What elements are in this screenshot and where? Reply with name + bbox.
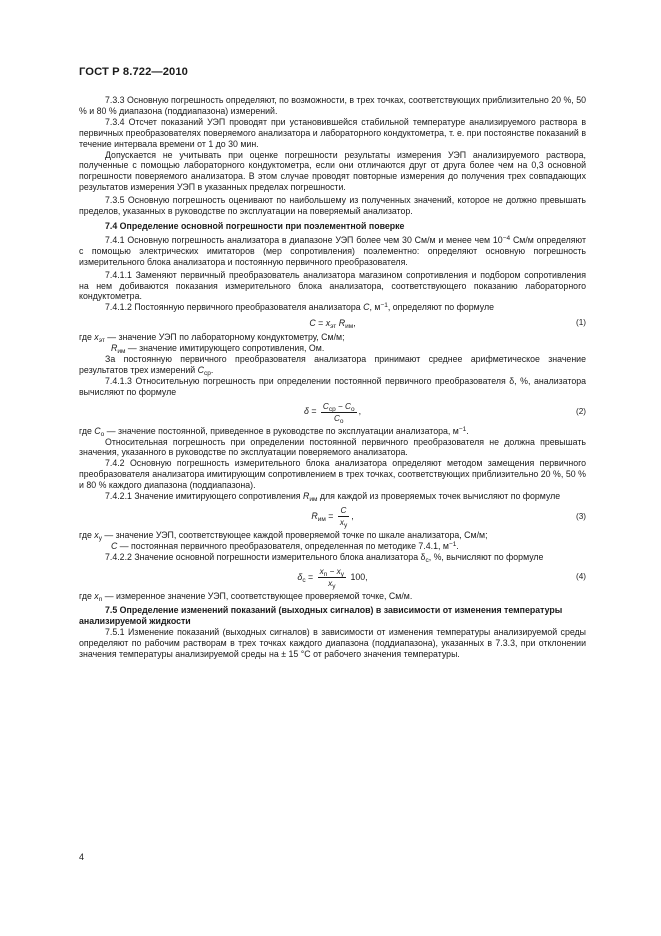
where-1: где $x_{эт}$ — значение УЭП по лабораторному кондуктометру, См/м; — [79, 332, 345, 345]
paragraph-7-3-5: 7.3.5 Основную погрешность оценивают по наибольшему из полученных значений, которое не должно превышать пределов, указанных в руководстве по эксплуатации на поверяемый анализатор. — [79, 195, 586, 217]
paragraph-7-4-1-1: 7.4.1.1 Заменяют первичный преобразователь анализатора магазином сопротивления и подбором сопротивления на нем добиваются показания измерительного блока анализатора, соответствующего показанию лабораторного кондуктометра. — [79, 269, 586, 302]
formula-number: (4) — [575, 572, 586, 582]
where-1b: $R_{им}$ — значение имитирующего сопротивления, Ом. — [111, 343, 325, 356]
where-3: где $x_y$ — значение УЭП, соответствующее каждой проверяемой точке по шкале анализатора, См/м; — [79, 530, 488, 542]
document-body — [79, 95, 586, 660]
paragraph-7-3-3: 7.3.3 Основную погрешность определяют, по возможности, в трех точках, соответствующих приблизительно 20 %, 50 % и 80 % диапазона (поддиапазона) измерений. — [79, 95, 586, 116]
paragraph-7-3-4: 7.3.4 Отсчет показаний УЭП проводят при установившейся стабильной температуре анализируемого раствора в первичных преобразователях поверяемого анализатора и лабораторного кондуктометра, т. е. при постоянстве показаний в течение интервала времени от 1 до 30 мин. — [79, 116, 586, 149]
where-2: где $C_о$ — значение постоянной, приведенное в руководстве по эксплуатации анализатора, $м^{-1}$. — [79, 425, 469, 438]
paragraph-7-4-1-3: 7.4.1.3 Относительную погрешность при определении постоянной первичного преобразователя δ, %, анализатора вычисляют по формуле — [79, 375, 586, 397]
formula-3: $R_{им}$ = $\frac{C}{x_y}$ , (3) — [311, 506, 586, 529]
where-4: где $x_n$ — измеренное значение УЭП, соответствующее проверяемой точке, См/м. — [79, 590, 413, 603]
page-number: 4 — [79, 852, 85, 862]
formula-1: $C = x_{эт}$ $R_{им}$, (1) — [309, 318, 586, 331]
heading-7-4: 7.4 Определение основной погрешности при поэлементной поверке — [105, 220, 405, 231]
paragraph-7-5-1: 7.5.1 Изменение показаний (выходных сигналов) в зависимости от изменения температуры анализируемой среды определяют по рабочим растворам в трех точках каждого диапазона (поддиапазона), указанных в 7.3.3, при отклонении значения температуры анализируемой среды на ± 15 °С от рабочего значения температуры. — [79, 627, 586, 660]
document-header: ГОСТ Р 8.722—2010 — [79, 66, 188, 78]
formula-2: δ = $\frac{C_{ср} - C_о}{C_о}$ , (2) — [303, 401, 586, 425]
where-3b: C — постоянная первичного преобразователя, определенная по методике 7.4.1, $м^{-1}$. — [111, 540, 459, 551]
paragraph-7-3-4-note: Допускается не учитывать при оценке погрешности результаты измерения УЭП анализируемого раствора, полученные с помощью лабораторного кондуктометра, если они отличаются друг от друга более чем на 0,3 основной погрешности поверяемого анализатора. В этом случае проводят повторные измерения до получения трех совпадающих результатов измерения УЭП в указанных пределах погрешности. — [79, 149, 586, 193]
paragraph-7-4-1: 7.4.1 Основную погрешность анализатора в диапазоне УЭП более чем 30 См/м и менее чем $10^{-4}$ См/м определяют с помощью электрических имитаторов (мер сопротивления) поэлементно: определяют основную погрешность измерительного блока анализатора и постоянную первичного преобразователя. — [79, 234, 586, 267]
formula-4: $\delta_с$ = $\frac{x_n - x_y}{x_y}$ 100, (4) — [297, 566, 586, 590]
heading-7-5: 7.5 Определение изменений показаний (выходных сигналов) в зависимости от изменения температуры анализируемой жидкости — [79, 604, 563, 626]
paragraph-7-4-1-2: 7.4.1.2 Постоянную первичного преобразователя анализатора С, $м^{-1}$, определяют по формуле — [105, 302, 495, 313]
paragraph-7-4-1-3-limit: Относительная погрешность при определении постоянной первичного преобразователя не должна превышать значения, указанного в руководстве по эксплуатации поверяемого анализатора. — [79, 436, 586, 458]
paragraph-7-4-2-1: 7.4.2.1 Значение имитирующего сопротивления $R_{им}$ для каждой из проверяемых точек вычисляют по формуле — [105, 491, 561, 504]
formula-number: (1) — [575, 318, 586, 328]
paragraph-7-4-2-2: 7.4.2.2 Значение основной погрешности измерительного блока анализатора $\delta_с$, %, вычисляют по формуле — [105, 551, 544, 564]
formula-number: (3) — [575, 511, 586, 521]
paragraph-7-4-1-2-avg: За постоянную первичного преобразователя анализатора принимают среднее арифметическое значение результатов трех измерений $С_{ср}$. — [79, 354, 586, 377]
paragraph-7-4-2: 7.4.2 Основную погрешность измерительного блока анализатора определяют методом замещения первичного преобразователя анализатора имитирующим сопротивлением в трех точках, соответствующих приблизительно 20 %, 50 % и 80 % каждого диапазона (поддиапазона). — [79, 458, 586, 491]
formula-number: (2) — [575, 407, 586, 417]
